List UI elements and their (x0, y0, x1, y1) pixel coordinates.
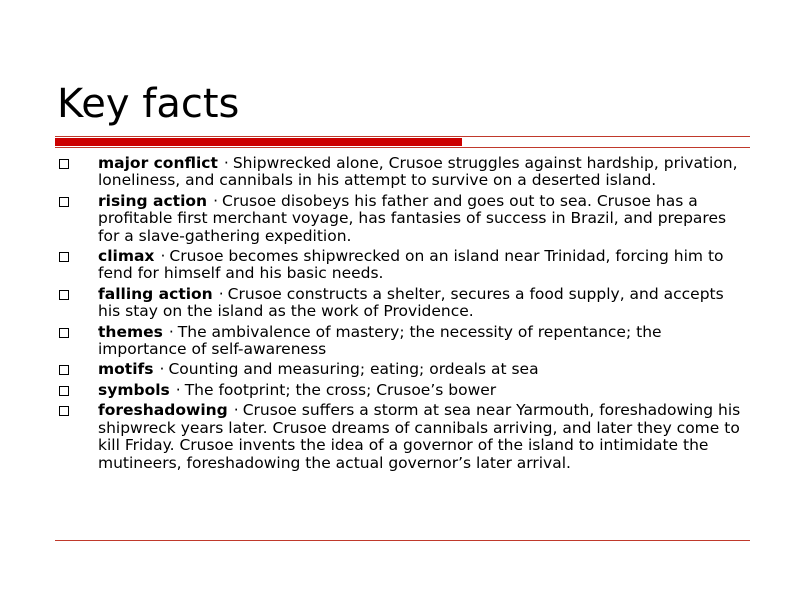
list-item (57, 324, 747, 359)
fact-term: falling action (98, 284, 213, 303)
fact-term: major conflict (98, 154, 218, 172)
fact-term: climax (98, 247, 155, 266)
separator: · (233, 401, 239, 420)
separator: · (168, 322, 174, 341)
separator: · (223, 154, 229, 172)
page-title: Key facts (57, 81, 240, 127)
fact-text: The ambivalence of mastery; the necessity of repentance; the importance of self-awareness (98, 322, 662, 359)
key-facts-list (57, 155, 747, 475)
fact-text: Crusoe disobeys his father and goes out to sea. Crusoe has a profitable first merchant voyage, has fantasies of success in Brazil, and prepares for a slave-gathering expedition. (98, 191, 727, 245)
title-rule-thin-top (55, 136, 750, 137)
fact-text: Shipwrecked alone, Crusoe struggles against hardship, privation, loneliness, and cannibals in his attempt to survive on a deserted island. (98, 154, 738, 190)
fact-text: The footprint; the cross; Crusoe’s bower (184, 380, 497, 399)
list-item (57, 155, 747, 190)
square-bullet-icon (59, 159, 69, 169)
square-bullet-icon (59, 386, 69, 396)
title-rule-thin-bottom (55, 147, 750, 148)
list-item (57, 286, 747, 321)
fact-term: rising action (98, 191, 208, 210)
separator: · (175, 380, 181, 399)
fact-text: Crusoe constructs a shelter, secures a food supply, and accepts his stay on the island as the work of Providence. (98, 284, 724, 321)
list-item (57, 361, 747, 378)
list-item (57, 382, 747, 399)
separator: · (213, 191, 219, 210)
separator: · (160, 247, 166, 266)
list-item (57, 193, 747, 245)
square-bullet-icon (59, 365, 69, 375)
fact-term: motifs (98, 360, 154, 379)
square-bullet-icon (59, 197, 69, 207)
fact-term: symbols (98, 380, 170, 399)
fact-term: themes (98, 322, 163, 341)
square-bullet-icon (59, 406, 69, 416)
square-bullet-icon (59, 328, 69, 338)
list-item (57, 248, 747, 283)
square-bullet-icon (59, 290, 69, 300)
list-item (57, 402, 747, 472)
title-rule-accent (55, 138, 462, 146)
fact-text: Crusoe becomes shipwrecked on an island near Trinidad, forcing him to fend for himself and his basic needs. (98, 247, 724, 283)
fact-text: Crusoe suffers a storm at sea near Yarmouth, foreshadowing his shipwreck years later. Crusoe dreams of cannibals arriving, and later they come to kill Friday. Crusoe invents the idea of a governor of the island to intimidate the mutineers, foreshadowing the actual governor’s later arrival. (98, 401, 741, 472)
fact-text: Counting and measuring; eating; ordeals at sea (168, 360, 539, 379)
fact-term: foreshadowing (98, 401, 228, 420)
square-bullet-icon (59, 252, 69, 262)
separator: · (159, 360, 165, 379)
separator: · (218, 284, 224, 303)
footer-rule (55, 540, 750, 541)
